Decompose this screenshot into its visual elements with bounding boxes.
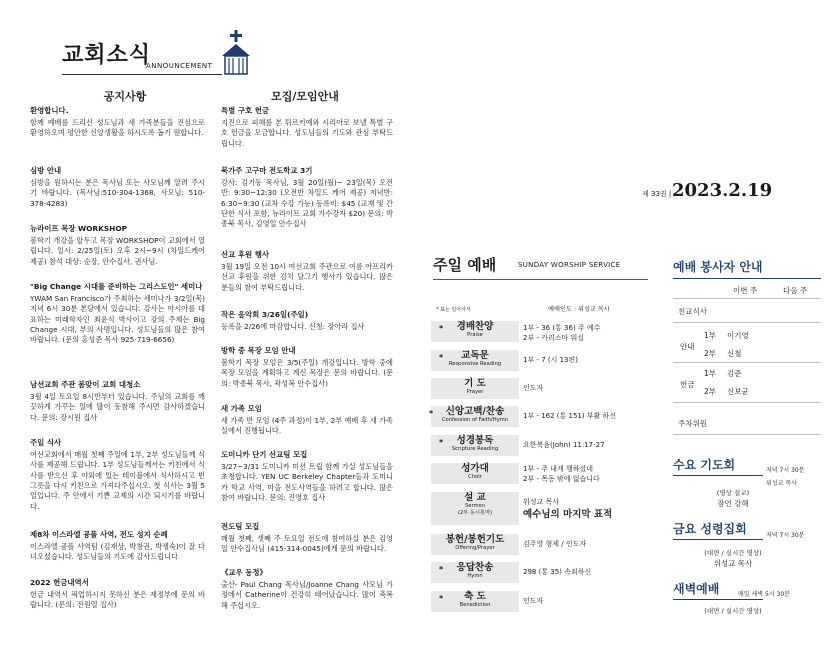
dawn-divider — [673, 599, 763, 600]
service-name-en: Offering/Prayer — [455, 545, 495, 551]
server-name: 신보균 — [727, 387, 749, 396]
service-name: 봉헌/봉헌기도 — [445, 534, 505, 545]
service-name: 기 도 — [464, 378, 486, 389]
notice-item — [30, 282, 205, 346]
gathering-item-body: 새 가족 반 모임 (4주 과정)이 1부, 2부 예배 후 새 가족실에서 진행됩니다. — [221, 415, 393, 436]
notice-item — [30, 380, 205, 423]
gathering-item-body: 봄학기 목장 모임은 3/5(주일) 개강입니다. 방학 중에 목장 모임을 계획하고 계신 목장은 문의 바랍니다. (문의: 박종북 목사, 곽성복 안수집사) — [221, 357, 393, 388]
fri-note: (대면 / 실시간 영상) — [704, 549, 762, 557]
issue-label: 제 33권 | — [642, 190, 672, 198]
gathering-item-title: 선교 후원 행사 — [221, 250, 269, 259]
server-name: 이기영 — [727, 331, 749, 340]
service-row — [427, 491, 647, 525]
service-name: 성경봉독 — [456, 435, 494, 446]
worship-title: 주일 예배 — [433, 256, 497, 274]
service-row — [427, 405, 647, 427]
gathering-item-body: 강사: 김기동 목사님, 3월 20일(월)~ 23일(목) 오전반: 9:30~12:30 (오전반 차일드 케어 제공) 저녁반: 6:30~9:30 (교차 수강 가능) 등록비: $45 (교재 및 간단한 식사 포함, 뉴라이프 교회 가수강자 $20) 문의: 박종북 목사, 김영일 안수집사 — [221, 177, 393, 229]
notice-item-body: 심방을 원하시는 분은 목사님 또는 사모님께 알려 주시기 바랍니다. (목사님:510-304-1368, 사모님: 510-378-4283) — [30, 177, 205, 208]
stand-mark: * — [439, 324, 444, 333]
part-label: 2부 — [704, 387, 717, 396]
service-name-en: Prayer — [466, 389, 484, 395]
service-row — [427, 590, 647, 612]
stand-mark: * — [439, 565, 444, 574]
gathering-item — [221, 346, 393, 389]
church-icon — [218, 30, 254, 76]
service-detail: 요한복음(John) 11:17-27 — [523, 441, 605, 449]
gathering-item — [221, 450, 393, 503]
gathering-item-title: 전도팀 모집 — [221, 522, 260, 531]
dawn-note: (대면 / 실시간 영상) — [704, 607, 762, 615]
stand-mark: * — [439, 438, 444, 447]
gathering-item-title: 도미니카 단기 선교팀 모집 — [221, 450, 308, 459]
stand-mark: * — [439, 353, 444, 362]
fri-leader: 위성교 목사 — [713, 559, 753, 568]
notice-item-body: 함께 예배를 드리신 성도님과 새 가족분들을 진심으로 환영하오며 평안한 신앙생활을 하시도록 돕기 원합니다. — [30, 117, 205, 138]
notice-item — [30, 106, 205, 139]
notice-item-title: 주일 식사 — [30, 438, 62, 447]
service-detail: 1부 - 162 (통 151) 부활 하신 — [523, 412, 617, 420]
gathering-item-title: 작은 음악회 3/26일(주일) — [221, 310, 309, 319]
worship-divider — [433, 279, 648, 280]
gathering-item — [221, 310, 393, 332]
notice-item-body: 이스라엘 굥플 사역팀 (김재상, 박창권, 박쟁숙)이 잘 다녀오셨습니다. 성도님들의 기도에 감사드립니다. — [30, 541, 205, 562]
sermon-title: 예수님의 마지막 표적 — [523, 509, 613, 520]
wed-title: 수요 기도회 — [673, 458, 736, 472]
service-note: (2부 동시통역) — [457, 510, 493, 516]
service-label — [431, 378, 519, 399]
service-detail: 인도자 — [523, 384, 544, 392]
service-row — [427, 377, 647, 399]
service-label — [431, 321, 519, 342]
gathering-item-title: 《교우 동정》 — [221, 568, 267, 577]
gathering-item-title: 특별 구호 헌금 — [221, 106, 269, 115]
service-name-en: Choir — [468, 474, 482, 480]
service-row — [427, 320, 647, 342]
service-label — [431, 591, 519, 612]
notice-item-title: 제8차 이스라엘 굥플 사역, 전도 성지 순례 — [30, 530, 168, 539]
gathering-item-body: 3월 19일 오전 10시 여선교회 주관으로 여름 아프리카 선교 후원을 위한 김치 담그기 행사가 있습니다. 많은 분들의 참여 부탁드립니다. — [221, 261, 393, 292]
service-name: 신앙고백/찬송 — [445, 406, 505, 417]
notice-item-title: "Big Change 시대를 준비하는 그리스도인" 세미나 — [30, 282, 203, 291]
gathering-item-title: 북가주 고구마 전도학교 3기 — [221, 166, 313, 175]
gathering-item-title: 새 가족 모임 — [221, 404, 262, 413]
servers-divider — [673, 278, 821, 279]
gathering-item-body: 3/27~3/31 도미니카 미션 트립 함께 가실 성도님들을 초청합니다. YEN UC Berkeley Chapter들과 도미니카 학교 사역, 마을 전도사역들을 하려고 합니다. 많은 참여 바랍니다. 문의: 진영호 집사 — [221, 461, 393, 503]
role-parking: 주차위원 — [678, 419, 707, 428]
fri-divider — [673, 539, 763, 540]
col-this-week: 이번 주 — [733, 286, 758, 295]
gathering-item — [221, 522, 393, 555]
service-name-en: Sermon — [464, 503, 486, 509]
stand-mark: * — [429, 409, 434, 418]
service-label — [431, 534, 519, 555]
part-label: 1부 — [704, 369, 717, 378]
service-name: 경배찬양 — [456, 321, 494, 332]
service-name-en: Scripture Reading — [451, 446, 499, 452]
service-name: 응답찬송 — [456, 562, 494, 573]
issue-date: 2023.2.19 — [672, 180, 773, 201]
notice-item-title: 환영합니다. — [30, 106, 69, 115]
gathering-item-body: 출산- Paul Chang 목사님/Joanne Chang 사모님 가정에서 Catherine이 건강히 태어났습니다. 많이 축복해 주십시오. — [221, 579, 393, 610]
service-name-en: Hymn — [467, 573, 483, 579]
notice-item — [30, 224, 205, 267]
wed-leader: 위성교 목사 — [766, 480, 797, 487]
service-label — [431, 435, 519, 456]
gathering-item — [221, 166, 393, 230]
header-divider — [62, 74, 222, 75]
notice-item-title: 뉴라이프 목장 WORKSHOP — [30, 224, 128, 233]
notice-item — [30, 530, 205, 563]
gathering-item-body: 지진으로 피해를 본 튀르키예와 시리아로 보낼 특별 구호 헌금을 모금합니다. 성도님들의 기도와 관심 부탁드립니다. — [221, 117, 393, 148]
gathering-item-body: 매월 첫째, 셋째 주 토요일 전도에 참여하실 분은 김영일 안수집사님 (415-314-0045)에게 문의 바랍니다. — [221, 533, 393, 554]
gathering-title: 모집/모임안내 — [271, 90, 339, 103]
service-name: 축 도 — [464, 591, 486, 602]
notice-item — [30, 438, 205, 512]
wed-divider — [673, 475, 763, 476]
role-offering: 헌금 — [680, 380, 695, 389]
gathering-item — [221, 250, 393, 293]
stand-mark: * — [439, 594, 444, 603]
service-detail: 2부 - 목동 밖에 없습니다 — [523, 475, 600, 483]
service-detail: 위성교 목사 — [523, 498, 560, 506]
role-guide: 안내 — [680, 342, 695, 351]
role-welcome: 친교식사 — [678, 307, 707, 316]
gathering-item-title: 방학 중 목장 모임 안내 — [221, 346, 296, 355]
service-label — [431, 406, 519, 427]
gathering-item-body: 등록을 2/26에 마감합니다. 신청: 장아라 집사 — [221, 321, 365, 331]
dawn-title: 새벽예배 — [673, 582, 720, 596]
worship-note: * 표는 일어서서 — [436, 307, 471, 313]
service-detail: 2부 - 카리스마 워십 — [523, 334, 584, 342]
notice-item — [30, 578, 205, 611]
page-title: 교회소식 — [62, 43, 152, 68]
part-label: 2부 — [704, 349, 717, 358]
table-rule — [673, 298, 821, 299]
service-name-en: Benediction — [459, 602, 491, 608]
service-detail: 김주영 형제 / 인도자 — [523, 540, 587, 548]
notice-item-body: 여선교회에서 매월 첫째 주일에 1부, 2부 성도님들께 식사를 제공해 드립니다. 1부 성도님들께서는 키친에서 식사를 받으신 후 야외에 있는 테이블에서 식사하시고 빈 그릇을 다시 키친으로 가져다주십시오. 첫 식사는 3월 5일입니다. 주 안에서 기쁜 교제의 시간 되시기를 바랍니다. — [30, 449, 205, 511]
notice-item-title: 심방 안내 — [30, 166, 62, 175]
gathering-item — [221, 404, 393, 437]
server-name: 김준 — [727, 369, 742, 378]
service-label — [431, 492, 519, 525]
service-detail: 1부 - 36 (통 36) 주 예수 — [523, 324, 601, 332]
service-name: 교독문 — [461, 350, 489, 361]
worship-leader: 예배인도 : 위성교 목사 — [548, 306, 610, 313]
notice-item-title: 남선교회 주관 봄맞이 교회 대청소 — [30, 380, 141, 389]
part-label: 1부 — [704, 331, 717, 340]
service-row — [427, 561, 647, 583]
notice-item-body: 헌금 내역서 픽업하시지 못하신 분은 재정부에 문의 바랍니다. (문의: 전원열 집사) — [30, 589, 205, 610]
service-name: 설 교 — [464, 492, 486, 503]
service-row — [427, 533, 647, 555]
service-detail: 인도자 — [523, 597, 544, 605]
notice-title: 공지사항 — [103, 90, 147, 103]
gathering-item — [221, 568, 393, 611]
service-detail: 1부 - 주 내게 행하셨네 — [523, 465, 593, 473]
notice-item — [30, 166, 205, 209]
service-label — [431, 350, 519, 371]
fri-title: 금요 성령집회 — [673, 522, 747, 536]
wed-note: (영상 설교) — [716, 489, 750, 497]
service-label — [431, 562, 519, 583]
dawn-time: 매일 새벽 5시 30분 — [738, 591, 790, 598]
table-rule — [673, 322, 821, 323]
notice-item-body: YWAM San Francisco가 주최하는 세미나가 3/2일(목) 저녁 6시 30분 본당에서 있습니다. 강사는 아시아를 대표하는 미래학자인 최윤식 박사이고 강의 주제는 Big Change 시대, 부의 사명입니다. 성도님들의 많은 참여 바랍니다. (문의 홍성준 목사 925-719-6656) — [30, 293, 205, 345]
gathering-item — [221, 106, 393, 149]
service-row — [427, 462, 647, 484]
service-name: 성가대 — [461, 463, 489, 474]
service-name-en: Confession of Faith/Hymn — [441, 417, 509, 423]
service-detail: 1부 - 7 (시 13편) — [523, 356, 578, 364]
table-rule — [673, 434, 821, 435]
wed-sermon: 잠언 강해 — [717, 499, 749, 508]
table-rule — [673, 402, 821, 403]
notice-item-body: 봄학기 개강을 앞두고 목장 WORKSHOP이 교회에서 열립니다. 일시: 2/25일(토) 오후 2시~9시 (차일드케어 제공) 참석 대상: 순장, 안수집사, 권사님. — [30, 235, 205, 266]
notice-item-body: 3월 4일 토요일 8시반부터 있습니다. 주님의 교회를 깨끗하게 가꾸는 일에 많이 동참해 주시면 감사하겠습니다. 문의: 장시원 집사 — [30, 391, 205, 422]
fri-time: 저녁 7시 30분 — [766, 532, 805, 539]
service-label — [431, 463, 519, 484]
servers-title: 예배 봉사자 안내 — [673, 260, 763, 274]
service-detail: 298 (통 35) 속죄하신 — [523, 568, 592, 576]
service-name-en: Responsive Reading — [448, 361, 502, 367]
wed-time: 저녁 7시 30분 — [766, 467, 805, 474]
service-name-en: Praise — [467, 332, 483, 338]
col-next-week: 다음 주 — [783, 286, 808, 295]
page-subtitle: ANNOUNCEMENT — [146, 62, 213, 70]
notice-item-title: 2022 헌금내역서 — [30, 578, 89, 587]
table-rule — [673, 362, 821, 363]
service-row — [427, 434, 647, 456]
server-name: 신철 — [727, 349, 742, 358]
service-row — [427, 349, 647, 371]
worship-subtitle: SUNDAY WORSHIP SERVICE — [518, 261, 621, 269]
